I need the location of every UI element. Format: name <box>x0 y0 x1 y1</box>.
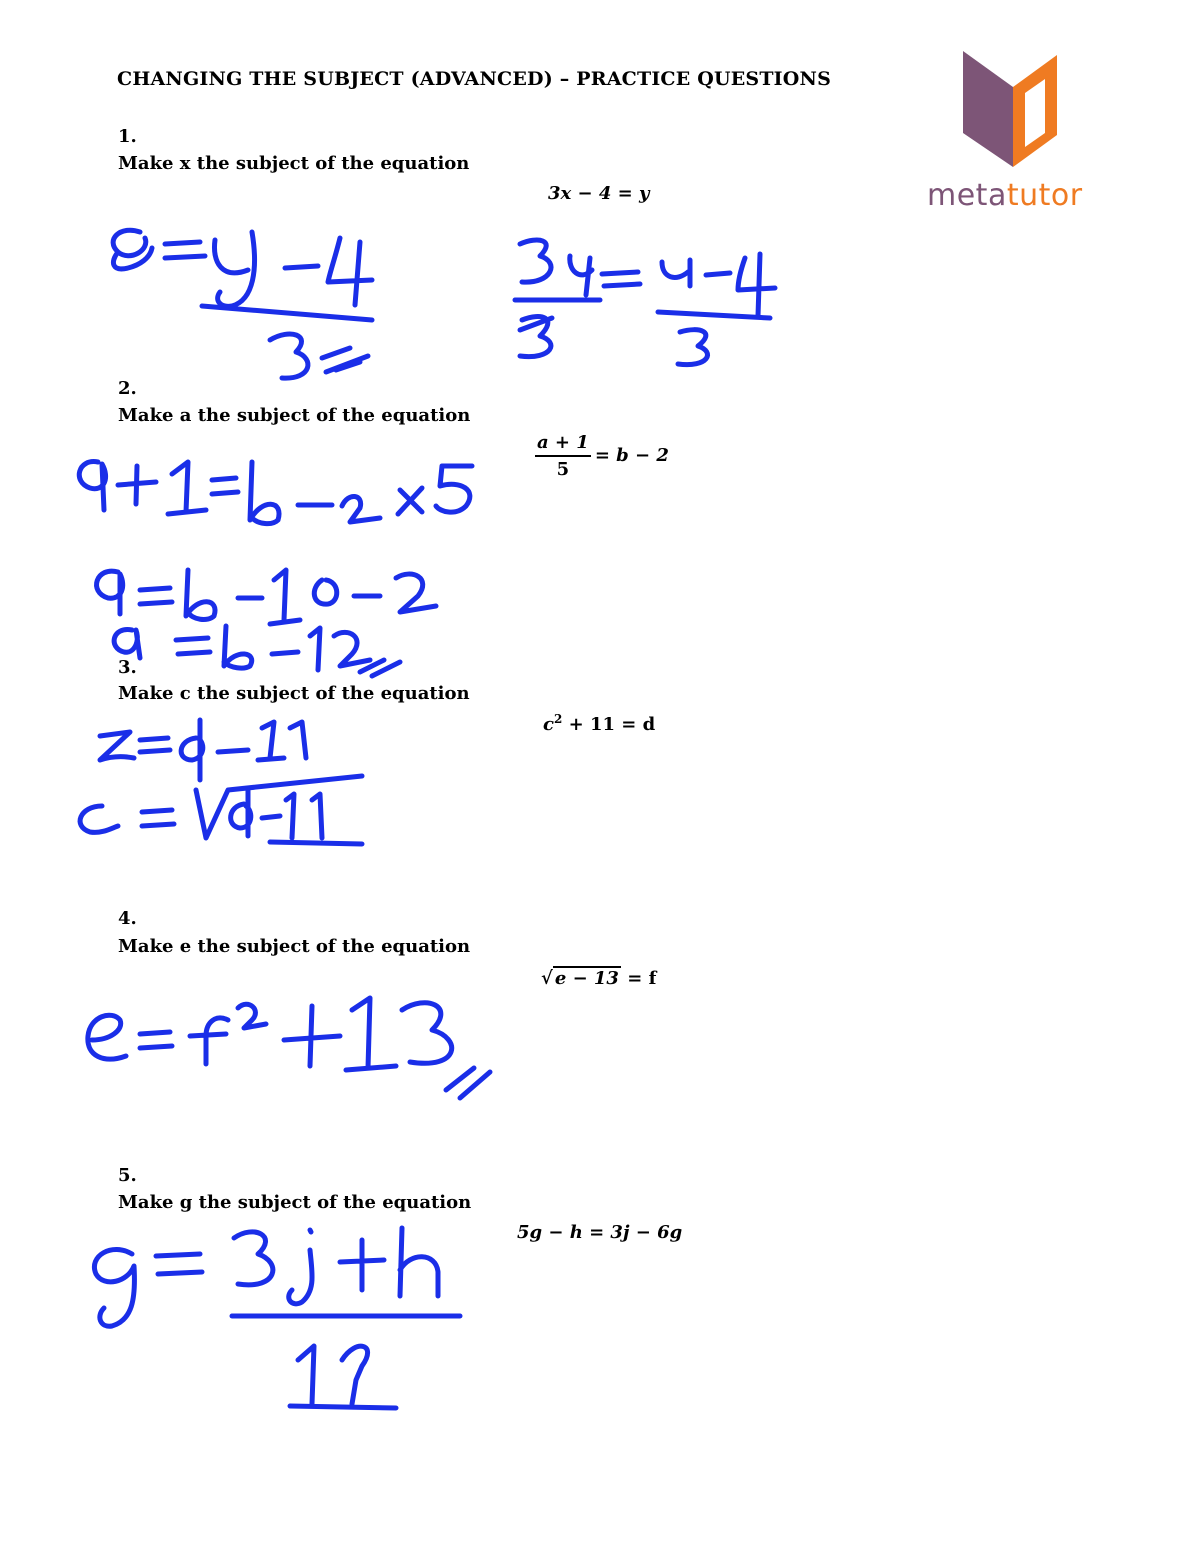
question-1-equation: 3x − 4 = y <box>548 183 650 204</box>
question-2-number: 2. <box>118 378 137 399</box>
handwriting-q4-answer <box>88 998 490 1098</box>
question-1-prompt: Make x the subject of the equation <box>118 153 470 174</box>
page-title: CHANGING THE SUBJECT (ADVANCED) – PRACTICE QUESTIONS <box>117 68 832 90</box>
handwriting-q5-answer <box>94 1228 460 1408</box>
question-3-prompt: Make c the subject of the equation <box>118 683 470 704</box>
question-2-prompt: Make a the subject of the equation <box>118 405 471 426</box>
handwriting-q1-answer <box>113 230 372 378</box>
handwriting-q1-working <box>515 240 775 365</box>
question-4-number: 4. <box>118 908 137 929</box>
question-5-number: 5. <box>118 1165 137 1186</box>
question-3-equation: $c^2 + 11 = d$ <box>543 712 656 735</box>
handwriting-q2-answer <box>79 462 472 676</box>
question-3-number: 3. <box>118 657 137 678</box>
question-1-number: 1. <box>118 126 137 147</box>
question-2-equation: $\frac{a + 1}{5}$ = b − 2 <box>537 432 669 480</box>
question-5-prompt: Make g the subject of the equation <box>118 1192 472 1213</box>
question-4-equation: √ e − 13 = f <box>541 968 657 989</box>
handwriting-q3-answer <box>80 720 362 844</box>
logo-wordmark: metatutor <box>927 178 1083 213</box>
question-4-prompt: Make e the subject of the equation <box>118 936 471 957</box>
question-5-equation: 5g − h = 3j − 6g <box>517 1222 683 1243</box>
